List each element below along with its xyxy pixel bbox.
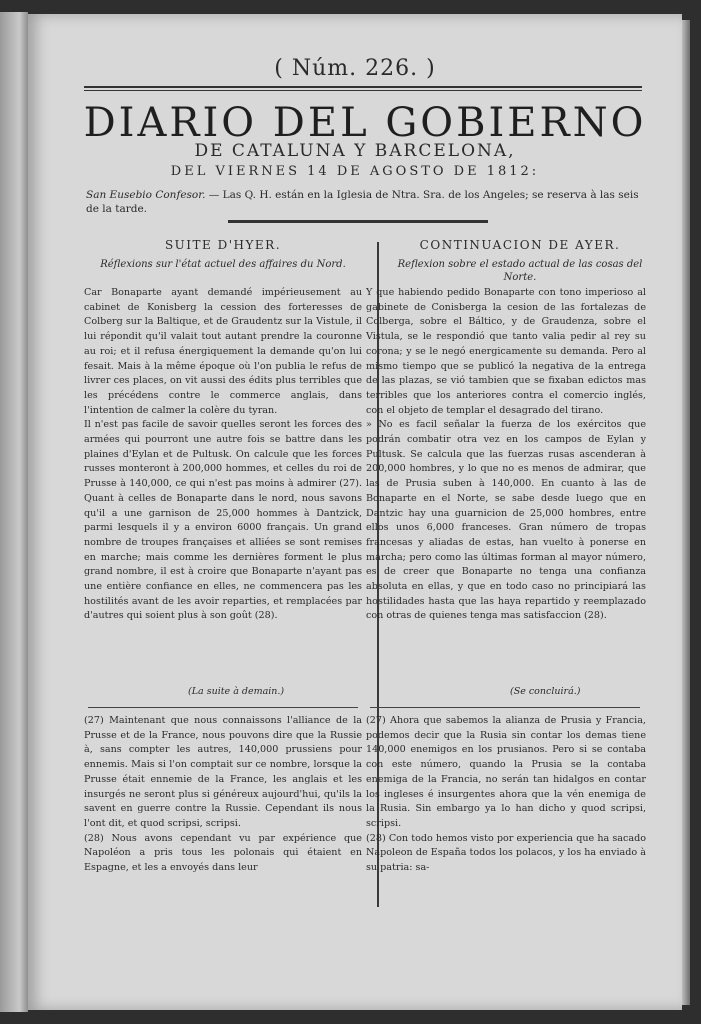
left-column-subheading: Réflexions sur l'état actuel des affaires du Nord.	[100, 259, 346, 270]
daily-notice	[86, 188, 646, 216]
header-rule-ornament	[228, 220, 488, 223]
newspaper-subtitle: DE CATALUNA Y BARCELONA,	[194, 141, 516, 161]
left-column-notes: (27) Maintenant que nous connaissons l'alliance de la Prusse et de la France, nous pouvons dire que la Russie à, sans compter les autres, 140,000 prussiens pour ennemis. Mais si l'on comptait sur ce nombre, lorsque la Prusse était ennemie de la France, les anglais et les insurgés ne seront plus si généreux aujourd'hui, qu'ils la savent en guerre contre la Russie. Cependant ils nous l'ont dit, et quod scripsi, scripsi. (28) Nous avons cependant vu par expérience que Napoléon a pris tous les polonais qui étaient en Espagne, et les a envoyés dans leur	[84, 715, 362, 874]
right-column-body: Y que habiendo pedido Bonaparte con tono imperioso al gabinete de Conisberga la cesion de las fortalezas de Colberga, sobre el Báltico, y de Graudenza, sobre el Vistula, se le respondió que tanto valia pedir al rey su corona; y se le negó energicamente su demanda. Pero al mismo tiempo que se publicó la negativa de la entrega de las plazas, se vió tambien que se fixaban edictos mas terribles que los anteriores contra el comercio inglés, con el objeto de templar el desagrado del tirano. » No es facil señalar la fuerza de los exércitos que podrán combatir otra vez en los campos de Eylan y Pultusk. Se calcula que las fuerzas rusas ascenderan à 200,000 hombres, y lo que no es menos de admirar, que las de Prusia suben à 140,000. En cuanto à las de Bonaparte en el Norte, se sabe desde luego que en Dantzic hay una guarnicion de 25,000 hombres, entre ellos unos 6,000 franceses. Gran número de tropas francesas y aliadas de estas, han vuelto à ponerse en marcha; pero como las últimas forman al mayor número, es de creer que Bonaparte no tenga una confianza absoluta en ellas, y que en todo caso no principiará las hostilidades hasta que las haya repartido y reemplazado con otras de quienes tenga mas satisfaccion (28).	[366, 287, 646, 622]
right-column-notes: (27) Ahora que sabemos la alianza de Prusia y Francia, podemos decir que la Rusia sin contar los demas tiene 140,000 enemigos en los prusianos. Pero si se contaba con este número, quando la Prusia se la contaba enemiga de la Francia, no serán tan hidalgos en contar los ingleses é insurgentes ahora que la vén enemiga de la Rusia. Sin embargo ya lo han dicho y quod scripsi, scripsi. (28) Con todo hemos visto por experiencia que ha sacado Napoleon de España todos los polacos, y los ha enviado à su patria: sa-	[366, 715, 646, 874]
left-notes-rule	[88, 707, 358, 708]
facing-page-edge	[0, 12, 28, 1012]
header-rule-top-thin	[84, 90, 642, 91]
right-notes-rule	[370, 707, 640, 708]
page-edge	[682, 20, 690, 1005]
header-rule-top	[84, 86, 642, 88]
right-column-heading: CONTINUACION DE AYER.	[419, 238, 621, 252]
left-column-closing: (La suite à demain.)	[188, 686, 285, 697]
newspaper-title: DIARIO DEL GOBIERNO	[83, 100, 647, 146]
right-column-subheading: Reflexion sobre el estado actual de las cosas del Norte.	[397, 259, 643, 283]
dateline: DEL VIERNES 14 DE AGOSTO DE 1812:	[170, 164, 540, 179]
saint-of-day: San Eusebio Confesor.	[86, 189, 206, 201]
left-column-heading: SUITE D'HYER.	[164, 238, 282, 252]
issue-number: ( Núm. 226. )	[274, 56, 436, 81]
right-column-closing: (Se concluirá.)	[510, 686, 581, 697]
left-column-body: Car Bonaparte ayant demandé impérieusement au cabinet de Konisberg la cession des forteresses de Colberg sur la Baltique, et de Graudentz sur la Vistule, il lui répondit qu'il valait tout autant prendre la couronne au roi; et il refusa énergiquement la demande qu'on lui fesait. Mais à la même époque où l'on publia le refus de livrer ces places, on vit aussi des édits plus terribles que les précédens contre le commerce anglais, dans l'intention de calmer la colère du tyran. Il n'est pas facile de savoir quelles seront les forces des armées qui pourront une autre fois se battre dans les plaines d'Eylan et de Pultusk. On calcule que les forces russes monteront à 200,000 hommes, et celles du roi de Prusse à 140,000, ce qui n'est pas moins à admirer (27). Quant à celles de Bonaparte dans le nord, nous savons qu'il a une garnison de 25,000 hommes à Dantzick, parmi lesquels il y a environ 6000 français. Un grand nombre de troupes françaises et alliées se sont remises en marche; mais comme les dernières forment le plus grand nombre, il est à croire que Bonaparte n'ayant pas une entière confiance en elles, ne commencera pas les hostilités avant de les avoir reparties, et remplacées par d'autres qui soient plus à son goût (28).	[84, 287, 362, 622]
newspaper-page	[28, 14, 682, 1010]
notice-text: — Las Q. H. están en la Iglesia de Ntra. Sra. de los Angeles; se reserva à las seis de la tarde.	[86, 189, 639, 215]
